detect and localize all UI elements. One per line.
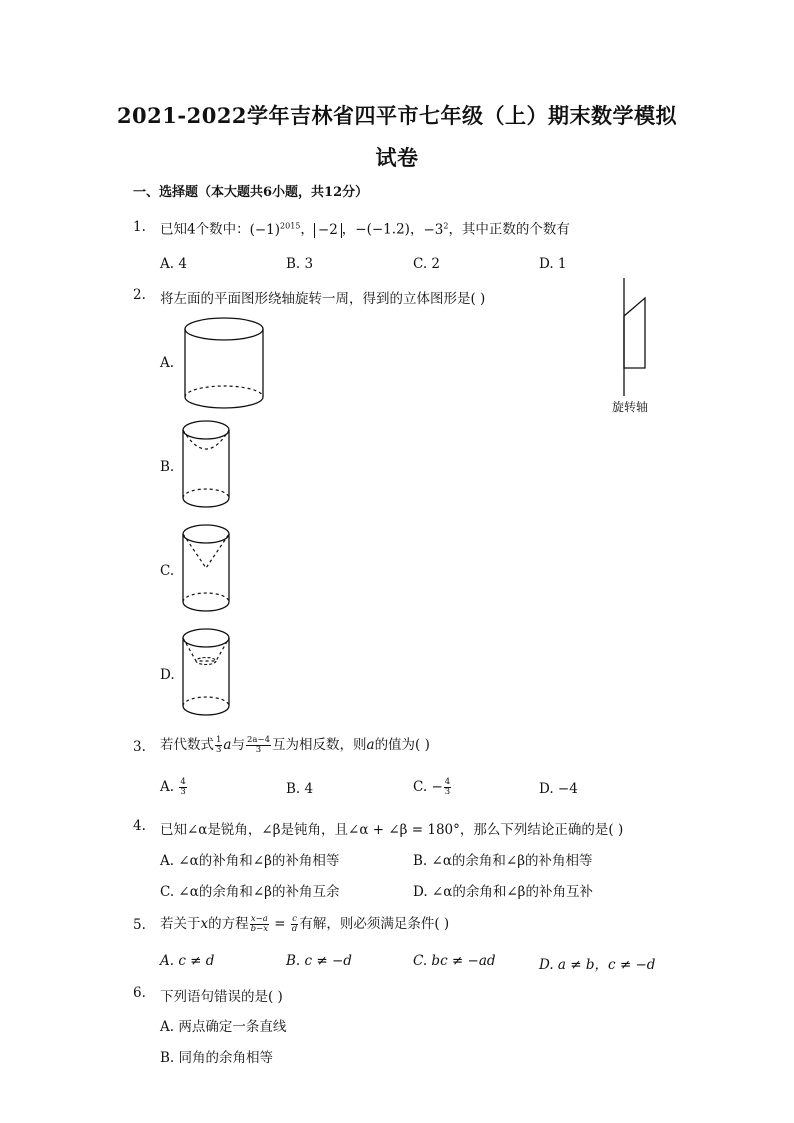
q1-sep3: ， bbox=[409, 221, 424, 238]
q4-number: 4. bbox=[133, 818, 146, 834]
section-heading: 一、选择题（本大题共6小题，共12分） bbox=[133, 185, 369, 200]
cylinder-d-figure[interactable] bbox=[180, 626, 232, 720]
trapezoid-shape bbox=[624, 298, 645, 368]
q3-var-a2: a bbox=[366, 737, 375, 753]
q3-option-c[interactable]: C. − $\frac{4}{3}$ bbox=[413, 777, 451, 797]
q2-option-b[interactable]: B. bbox=[160, 459, 175, 475]
cylinder-c-figure[interactable] bbox=[180, 522, 232, 616]
q4-stem: 已知∠α是锐角，∠β是钝角，且∠α + ∠β = 180°，那么下列结论正确的是( ) bbox=[160, 822, 624, 838]
q5-var-x: x bbox=[200, 916, 209, 932]
q1-option-c[interactable]: C. 2 bbox=[413, 256, 441, 272]
q1-expr1: $(-1)^{2015}$ bbox=[249, 221, 301, 238]
q5-part1: 若关于 bbox=[160, 916, 201, 932]
q5-number: 5. bbox=[133, 917, 146, 933]
q1-prefix: 已知4个数中： bbox=[160, 221, 250, 238]
q2-option-c[interactable]: C. bbox=[160, 563, 175, 579]
q3-number: 3. bbox=[133, 739, 146, 755]
q3-stem bbox=[160, 733, 430, 755]
q1-expr4: $-3^2$ bbox=[423, 221, 449, 238]
q5-part3: 有解，则必须满足条件( ) bbox=[299, 916, 450, 932]
q6-option-a[interactable]: A. 两点确定一条直线 bbox=[160, 1019, 287, 1035]
q3-option-d[interactable]: D. −4 bbox=[539, 781, 578, 797]
q1-option-a[interactable]: A. 4 bbox=[160, 256, 187, 272]
q1-suffix: ，其中正数的个数有 bbox=[448, 221, 570, 238]
q1-expr2: −2 bbox=[314, 223, 342, 238]
q1-expr3: −(−1.2) bbox=[355, 221, 410, 238]
q1-stem bbox=[160, 214, 570, 242]
cylinder-a-figure[interactable] bbox=[180, 315, 268, 413]
q5-option-b[interactable]: B. c ≠ −d bbox=[286, 953, 352, 969]
q5-part2: 的方程 bbox=[208, 916, 249, 932]
q1-number: 1. bbox=[133, 219, 146, 235]
plane-figure-with-axis bbox=[612, 276, 652, 398]
q4-option-d[interactable]: D. ∠α的余角和∠β的补角互补 bbox=[413, 884, 593, 900]
rotation-axis-label: 旋转轴 bbox=[612, 400, 649, 414]
q1-option-d[interactable]: D. 1 bbox=[539, 256, 567, 272]
cylinder-b-figure[interactable] bbox=[180, 418, 232, 512]
q5-equals: = bbox=[269, 916, 290, 932]
q5-option-c[interactable]: C. bc ≠ −ad bbox=[413, 953, 496, 969]
page-title-line2: 试卷 bbox=[375, 145, 419, 170]
q5-option-d[interactable]: D. a ≠ b，c ≠ −d bbox=[539, 957, 656, 973]
q3-part4: 的值为( ) bbox=[374, 737, 430, 753]
q4-option-c[interactable]: C. ∠α的余角和∠β的补角互余 bbox=[160, 884, 340, 900]
q2-option-d[interactable]: D. bbox=[160, 667, 175, 683]
page-title-line1: 2021-2022学年吉林省四平市七年级（上）期末数学模拟 bbox=[116, 103, 678, 128]
q5-option-a[interactable]: A. c ≠ d bbox=[160, 953, 215, 969]
q3-fraction2: $\frac{2a-4}{3}$ bbox=[246, 735, 270, 755]
q3-option-a[interactable]: A. $\frac{4}{3}$ bbox=[160, 777, 186, 797]
q6-option-b[interactable]: B. 同角的余角相等 bbox=[160, 1050, 274, 1066]
q4-option-a[interactable]: A. ∠α的补角和∠β的补角相等 bbox=[160, 853, 340, 869]
q3-option-b[interactable]: B. 4 bbox=[286, 781, 314, 797]
q5-stem bbox=[160, 912, 449, 934]
q3-part2: 与 bbox=[231, 737, 245, 753]
q2-option-a[interactable]: A. bbox=[160, 355, 175, 371]
q1-option-b[interactable]: B. 3 bbox=[286, 256, 314, 272]
q3-var-a: a bbox=[223, 737, 232, 753]
q5-fraction2: $\frac{c}{d}$ bbox=[291, 914, 298, 934]
q3-part1: 若代数式 bbox=[160, 737, 214, 753]
q5-fraction1: $\frac{x-a}{b-x}$ bbox=[250, 914, 268, 934]
q3-part3: 互为相反数，则 bbox=[272, 737, 367, 753]
q3-fraction1: $\frac{1}{3}$ bbox=[216, 735, 222, 755]
q6-stem: 下列语句错误的是( ) bbox=[160, 989, 283, 1005]
q6-number: 6. bbox=[133, 985, 146, 1001]
q2-stem: 将左面的平面图形绕轴旋转一周，得到的立体图形是( ) bbox=[160, 291, 486, 307]
q4-option-b[interactable]: B. ∠α的余角和∠β的补角相等 bbox=[413, 853, 593, 869]
q1-sep2: ， bbox=[341, 221, 356, 238]
q2-number: 2. bbox=[133, 287, 146, 303]
q1-sep1: ， bbox=[300, 221, 314, 238]
